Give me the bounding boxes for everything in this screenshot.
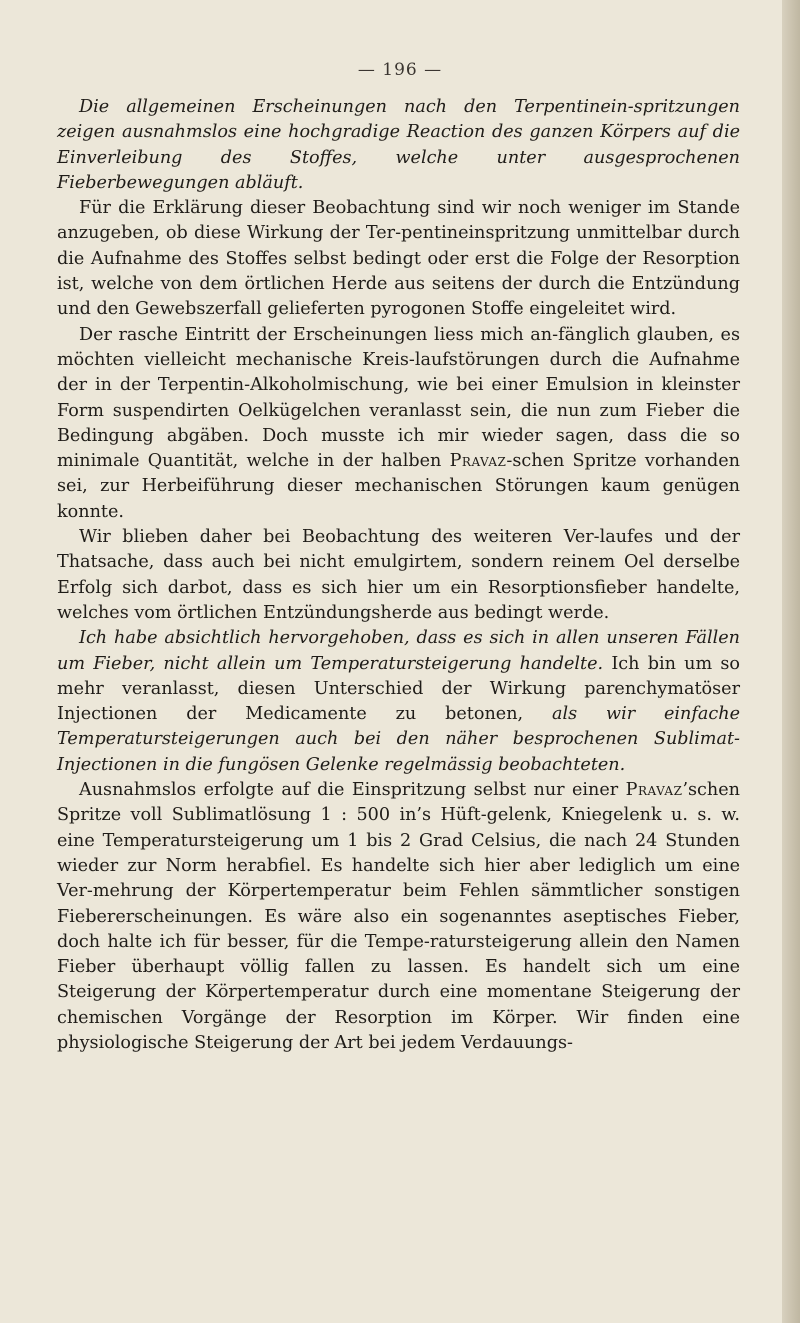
text-run: ’schen Spritze voll Sublimatlösung 1 : 500 in’s Hüft-gelenk, Kniegelenk u. s. w. eine Temperatursteigerung um 1 bis 2 Grad Celsius, die nach 24 Stunden wieder zur Norm herabfiel. Es handelte sich hier aber lediglich um eine Ver-mehrung der Körpertemperatur beim Fehlen sämmtlicher sonstigen Fiebererscheinungen. Es wäre also ein sogenanntes aseptisches Fieber, doch halte ich für besser, für die Tempe-ratursteigerung allein den Namen Fieber überhaupt völlig fallen zu lassen. Es handelt sich um eine Steigerung der Körpertemperatur durch eine momentane Steigerung der chemischen Vorgänge der Resorption im Körper. Wir finden eine physiologische Steigerung der Art bei jedem Verdauungs- — [57, 780, 740, 1053]
text-run: -schen Spritze vorhanden sei, zur Herbeiführung dieser mechanischen Störungen kaum genügen konnte. — [57, 451, 740, 522]
author-name: Pravaz — [449, 451, 507, 472]
italic-text: als wir einfache Temperatursteigerungen auch bei den näher besprochenen Sublimat-Injectionen in die fungösen Gelenke regelmässig beobachteten. — [57, 704, 740, 775]
body-text — [57, 95, 740, 1056]
italic-text: Die allgemeinen Erscheinungen nach den Terpentinein-spritzungen zeigen ausnahmslos eine hochgradige Reaction des ganzen Körpers auf die Einverleibung des Stoffes, welche unter ausgesprochenen Fieberbewegungen abläuft. — [57, 97, 740, 193]
text-run: Ich bin um so mehr veranlasst, diesen Unterschied der Wirkung parenchymatöser Injectionen der Medicamente zu betonen, — [57, 653, 740, 725]
paragraph — [57, 626, 740, 778]
paragraph — [57, 95, 740, 196]
paragraph — [57, 778, 740, 1056]
paragraph — [57, 323, 740, 525]
page-number: — 196 — — [357, 60, 443, 80]
text-run: Für die Erklärung dieser Beobachtung sind wir noch weniger im Stande anzugeben, ob diese Wirkung der Ter-pentineinspritzung unmittelbar durch die Aufnahme des Stoffes selbst bedingt oder erst die Folge der Resorption ist, welche von dem örtlichen Herde aus seitens der durch die Entzündung und den Gewebszerfall gelieferten pyrogonen Stoffe eingeleitet wird. — [57, 198, 740, 320]
author-name: Pravaz — [625, 780, 683, 801]
text-run: Der rasche Eintritt der Erscheinungen liess mich an-fänglich glauben, es möchten vielleicht mechanische Kreis-laufstörungen durch die Aufnahme der in der Terpentin-Alkoholmischung, wie bei einer Emulsion in kleinster Form suspendirten Oelkügelchen veranlasst sein, die nun zum Fieber die Bedingung abgäben. Doch musste ich mir wieder sagen, dass die so minimale Quantität, welche in der halben — [57, 324, 740, 472]
text-run: Ausnahmslos erfolgte auf die Einspritzung selbst nur einer — [79, 780, 626, 801]
paragraph — [57, 196, 740, 322]
page-edge — [782, 0, 800, 1323]
text-run: Wir blieben daher bei Beobachtung des weiteren Ver-laufes und der Thatsache, dass auch bei nicht emulgirtem, sondern reinem Oel derselbe Erfolg sich darbot, dass es sich hier um ein Resorptionsfieber handelte, welches vom örtlichen Entzündungsherde aus bedingt werde. — [57, 527, 740, 623]
italic-text: Ich habe absichtlich hervorgehoben, dass es sich in allen unseren Fällen um Fieber, nicht allein um Temperatursteigerung handelte. — [57, 628, 740, 674]
paragraph — [57, 525, 740, 626]
